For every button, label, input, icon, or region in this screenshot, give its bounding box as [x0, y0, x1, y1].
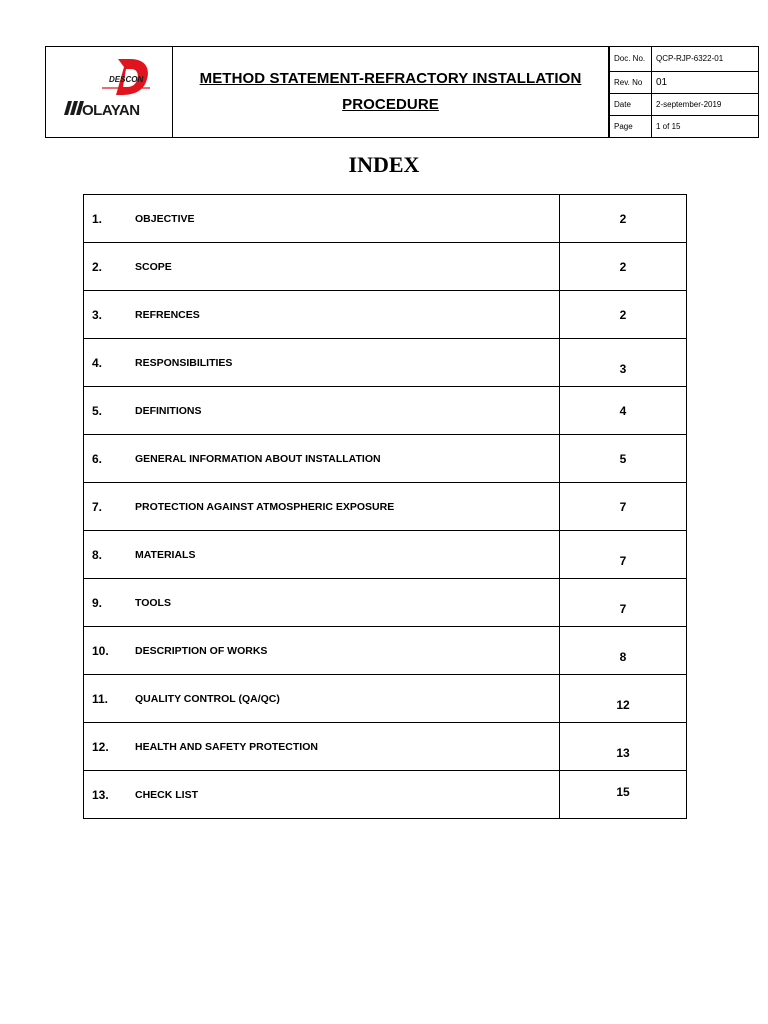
toc-page-cell — [560, 531, 687, 579]
toc-row — [84, 675, 687, 723]
toc-entry-cell — [84, 291, 560, 339]
toc-row — [84, 627, 687, 675]
document-title-line-2: PROCEDURE — [342, 96, 439, 113]
meta-label: Date — [610, 93, 652, 115]
toc-entry-number: 9. — [92, 596, 103, 610]
toc-entry-title: GENERAL INFORMATION ABOUT INSTALLATION — [135, 453, 381, 465]
toc-page-number: 2 — [619, 212, 627, 226]
toc-page-number: 12 — [616, 698, 630, 712]
toc-row — [84, 771, 687, 819]
toc-entry-number: 8. — [92, 548, 103, 562]
toc-page-number: 5 — [619, 452, 627, 466]
toc-entry-cell — [84, 435, 560, 483]
meta-value: 1 of 15 — [652, 115, 759, 137]
toc-page-number: 8 — [619, 650, 627, 664]
meta-row-page — [610, 115, 759, 137]
toc-entry-title: RESPONSIBILITIES — [135, 357, 233, 369]
toc-page-cell — [560, 483, 687, 531]
meta-row-rev-no — [610, 71, 759, 93]
toc-page-number: 3 — [619, 362, 627, 376]
toc-page-number: 7 — [619, 500, 627, 514]
toc-page-cell — [560, 579, 687, 627]
toc-row — [84, 339, 687, 387]
toc-row — [84, 291, 687, 339]
toc-entry-cell — [84, 243, 560, 291]
document-title-line-1: METHOD STATEMENT-REFRACTORY INSTALLATION — [199, 70, 582, 87]
toc-entry-number: 10. — [92, 644, 109, 658]
toc-entry-title: HEALTH AND SAFETY PROTECTION — [135, 741, 318, 753]
toc-entry-number: 5. — [92, 404, 103, 418]
toc-entry-number: 1. — [92, 212, 103, 226]
toc-entry-title: REFRENCES — [135, 309, 200, 321]
toc-page-cell — [560, 435, 687, 483]
logo-top-text: DESCON — [109, 75, 144, 84]
toc-entry-cell — [84, 387, 560, 435]
toc-row — [84, 195, 687, 243]
toc-entry-title: DEFINITIONS — [135, 405, 202, 417]
toc-page-cell — [560, 675, 687, 723]
toc-page-number: 15 — [616, 785, 630, 799]
toc-page-cell — [560, 339, 687, 387]
toc-page-cell — [560, 243, 687, 291]
toc-row — [84, 531, 687, 579]
toc-row — [84, 243, 687, 291]
toc-page-cell — [560, 627, 687, 675]
toc-entry-title: SCOPE — [135, 261, 172, 273]
toc-page-cell — [560, 723, 687, 771]
toc-entry-title: TOOLS — [135, 597, 171, 609]
index-heading: INDEX — [348, 152, 420, 177]
toc-entry-cell — [84, 771, 560, 819]
toc-row — [84, 579, 687, 627]
toc-entry-number: 11. — [92, 692, 109, 706]
logo-main-text: OLAYAN — [82, 102, 140, 119]
toc-entry-title: CHECK LIST — [135, 789, 198, 801]
toc-entry-cell — [84, 339, 560, 387]
meta-label: Doc. No. — [610, 47, 652, 71]
meta-row-doc-no — [610, 47, 759, 71]
toc-row — [84, 387, 687, 435]
table-of-contents — [83, 194, 687, 819]
toc-page-cell — [560, 291, 687, 339]
toc-page-number: 2 — [619, 308, 627, 322]
meta-label: Rev. No — [610, 71, 652, 93]
toc-page-cell — [560, 195, 687, 243]
toc-row — [84, 483, 687, 531]
toc-entry-number: 6. — [92, 452, 103, 466]
meta-row-date — [610, 93, 759, 115]
toc-entry-number: 7. — [92, 500, 103, 514]
toc-page-number: 7 — [619, 602, 627, 616]
toc-page-number: 4 — [619, 404, 627, 418]
document-title-cell — [173, 47, 609, 137]
toc-entry-number: 12. — [92, 740, 109, 754]
toc-entry-cell — [84, 675, 560, 723]
toc-entry-cell — [84, 483, 560, 531]
toc-entry-title: MATERIALS — [135, 549, 196, 561]
toc-entry-number: 4. — [92, 356, 103, 370]
meta-label: Page — [610, 115, 652, 137]
toc-page-number: 13 — [616, 746, 630, 760]
toc-entry-cell — [84, 579, 560, 627]
toc-entry-number: 2. — [92, 260, 103, 274]
toc-entry-cell — [84, 531, 560, 579]
toc-page-number: 2 — [619, 260, 627, 274]
toc-page-cell — [560, 771, 687, 819]
document-meta-table — [609, 47, 758, 137]
toc-page-cell — [560, 387, 687, 435]
company-logo-cell — [46, 47, 173, 137]
meta-value: QCP-RJP-6322-01 — [652, 47, 759, 71]
toc-entry-cell — [84, 723, 560, 771]
toc-entry-number: 13. — [92, 788, 109, 802]
toc-entry-title: PROTECTION AGAINST ATMOSPHERIC EXPOSURE — [135, 501, 395, 513]
toc-entry-title: OBJECTIVE — [135, 213, 195, 225]
toc-entry-cell — [84, 627, 560, 675]
toc-page-number: 7 — [619, 554, 627, 568]
toc-entry-cell — [84, 195, 560, 243]
toc-entry-number: 3. — [92, 308, 103, 322]
toc-row — [84, 723, 687, 771]
toc-entry-title: QUALITY CONTROL (QA/QC) — [135, 693, 280, 705]
descon-olayan-logo — [46, 47, 173, 137]
document-header — [45, 46, 759, 138]
meta-value: 2-september-2019 — [652, 93, 759, 115]
toc-row — [84, 435, 687, 483]
toc-entry-title: DESCRIPTION OF WORKS — [135, 645, 268, 657]
meta-value: 01 — [652, 71, 759, 93]
